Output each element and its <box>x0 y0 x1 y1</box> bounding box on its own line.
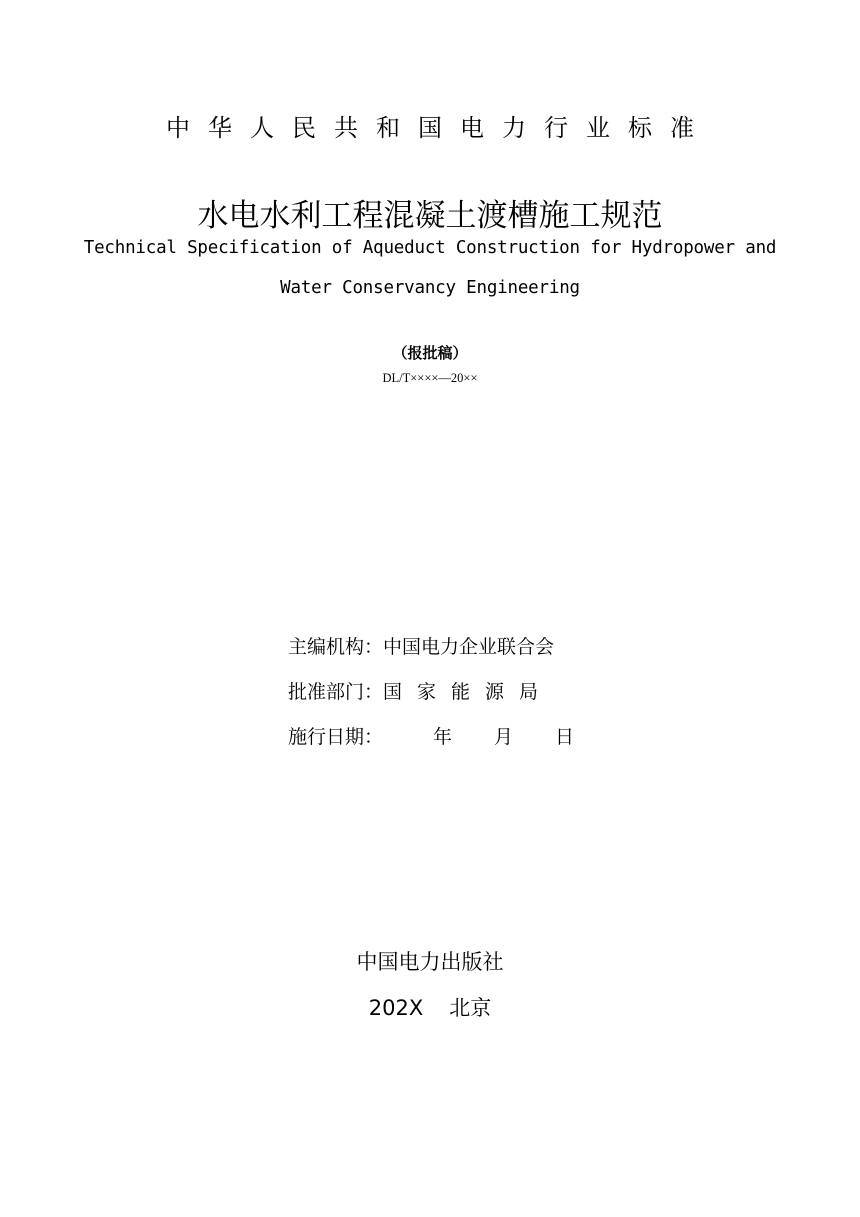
document-title-chinese: 水电水利工程混凝土渡槽施工规范 <box>197 198 663 234</box>
publisher-name: 中国电力出版社 <box>356 950 504 974</box>
draft-status: （报批稿） <box>392 344 468 362</box>
date-month: 月 <box>494 726 514 748</box>
date-day: 日 <box>555 726 575 748</box>
editor-label: 主编机构： <box>288 636 384 658</box>
date-year: 年 <box>433 726 453 748</box>
approving-department-row <box>288 677 553 704</box>
date-label: 施行日期： <box>288 726 384 748</box>
approver-label: 批准部门： <box>288 681 384 703</box>
approver-value: 国家能源局 <box>383 681 554 703</box>
publication-year: 202X <box>368 996 424 1020</box>
effective-date-row <box>288 722 574 749</box>
publication-place: 北京 <box>449 996 492 1020</box>
editor-organization-row <box>288 632 554 659</box>
publication-year-place <box>0 992 860 1022</box>
standard-category-header: 中华人民共和国电力行业标准 <box>166 114 712 142</box>
document-title-english-line-1: Technical Specification of Aqueduct Construction for Hydropower and <box>83 238 777 258</box>
document-title-english-line-2: Water Conservancy Engineering <box>280 278 580 298</box>
editor-value: 中国电力企业联合会 <box>383 636 555 658</box>
standard-code: DL/T××××—20×× <box>382 371 478 385</box>
